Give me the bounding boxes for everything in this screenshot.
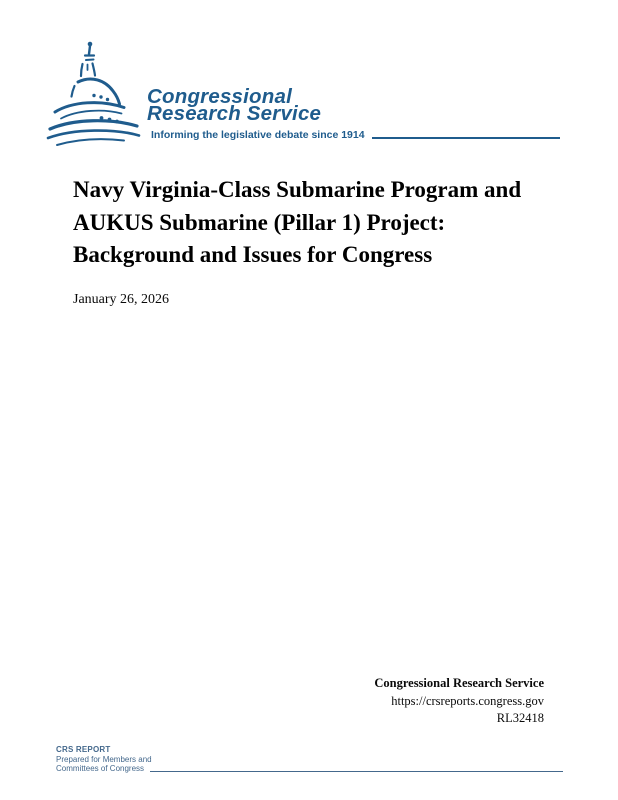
footer-line-2: Committees of Congress xyxy=(56,764,145,773)
report-number: RL32418 xyxy=(496,711,544,725)
title-line-1: Navy Virginia-Class Submarine Program and xyxy=(73,177,522,202)
report-url: https://crsreports.congress.gov xyxy=(391,693,544,708)
report-title xyxy=(73,174,521,272)
tagline-text: Informing the legislative debate since 1914 xyxy=(151,129,365,141)
logo-line-research-service: Research Service xyxy=(147,101,322,125)
crs-logo-text xyxy=(147,85,322,125)
publisher-name: Congressional Research Service xyxy=(374,676,544,690)
tagline-rule xyxy=(372,137,560,139)
title-line-3: Background and Issues for Congress xyxy=(73,242,433,267)
logo-line-congressional: Congressional xyxy=(147,85,292,108)
publication-info xyxy=(374,675,544,728)
report-date: January 26, 2026 xyxy=(73,292,170,307)
tagline-row xyxy=(151,129,560,141)
crs-report-footer xyxy=(56,745,563,774)
footer-label: CRS REPORT xyxy=(56,745,111,754)
capitol-dome-icon xyxy=(44,38,144,150)
footer-line-2-row xyxy=(56,764,563,774)
footer-line-1: Prepared for Members and xyxy=(56,754,152,764)
footer-rule xyxy=(150,771,563,772)
title-line-2: AUKUS Submarine (Pillar 1) Project: xyxy=(73,209,446,235)
